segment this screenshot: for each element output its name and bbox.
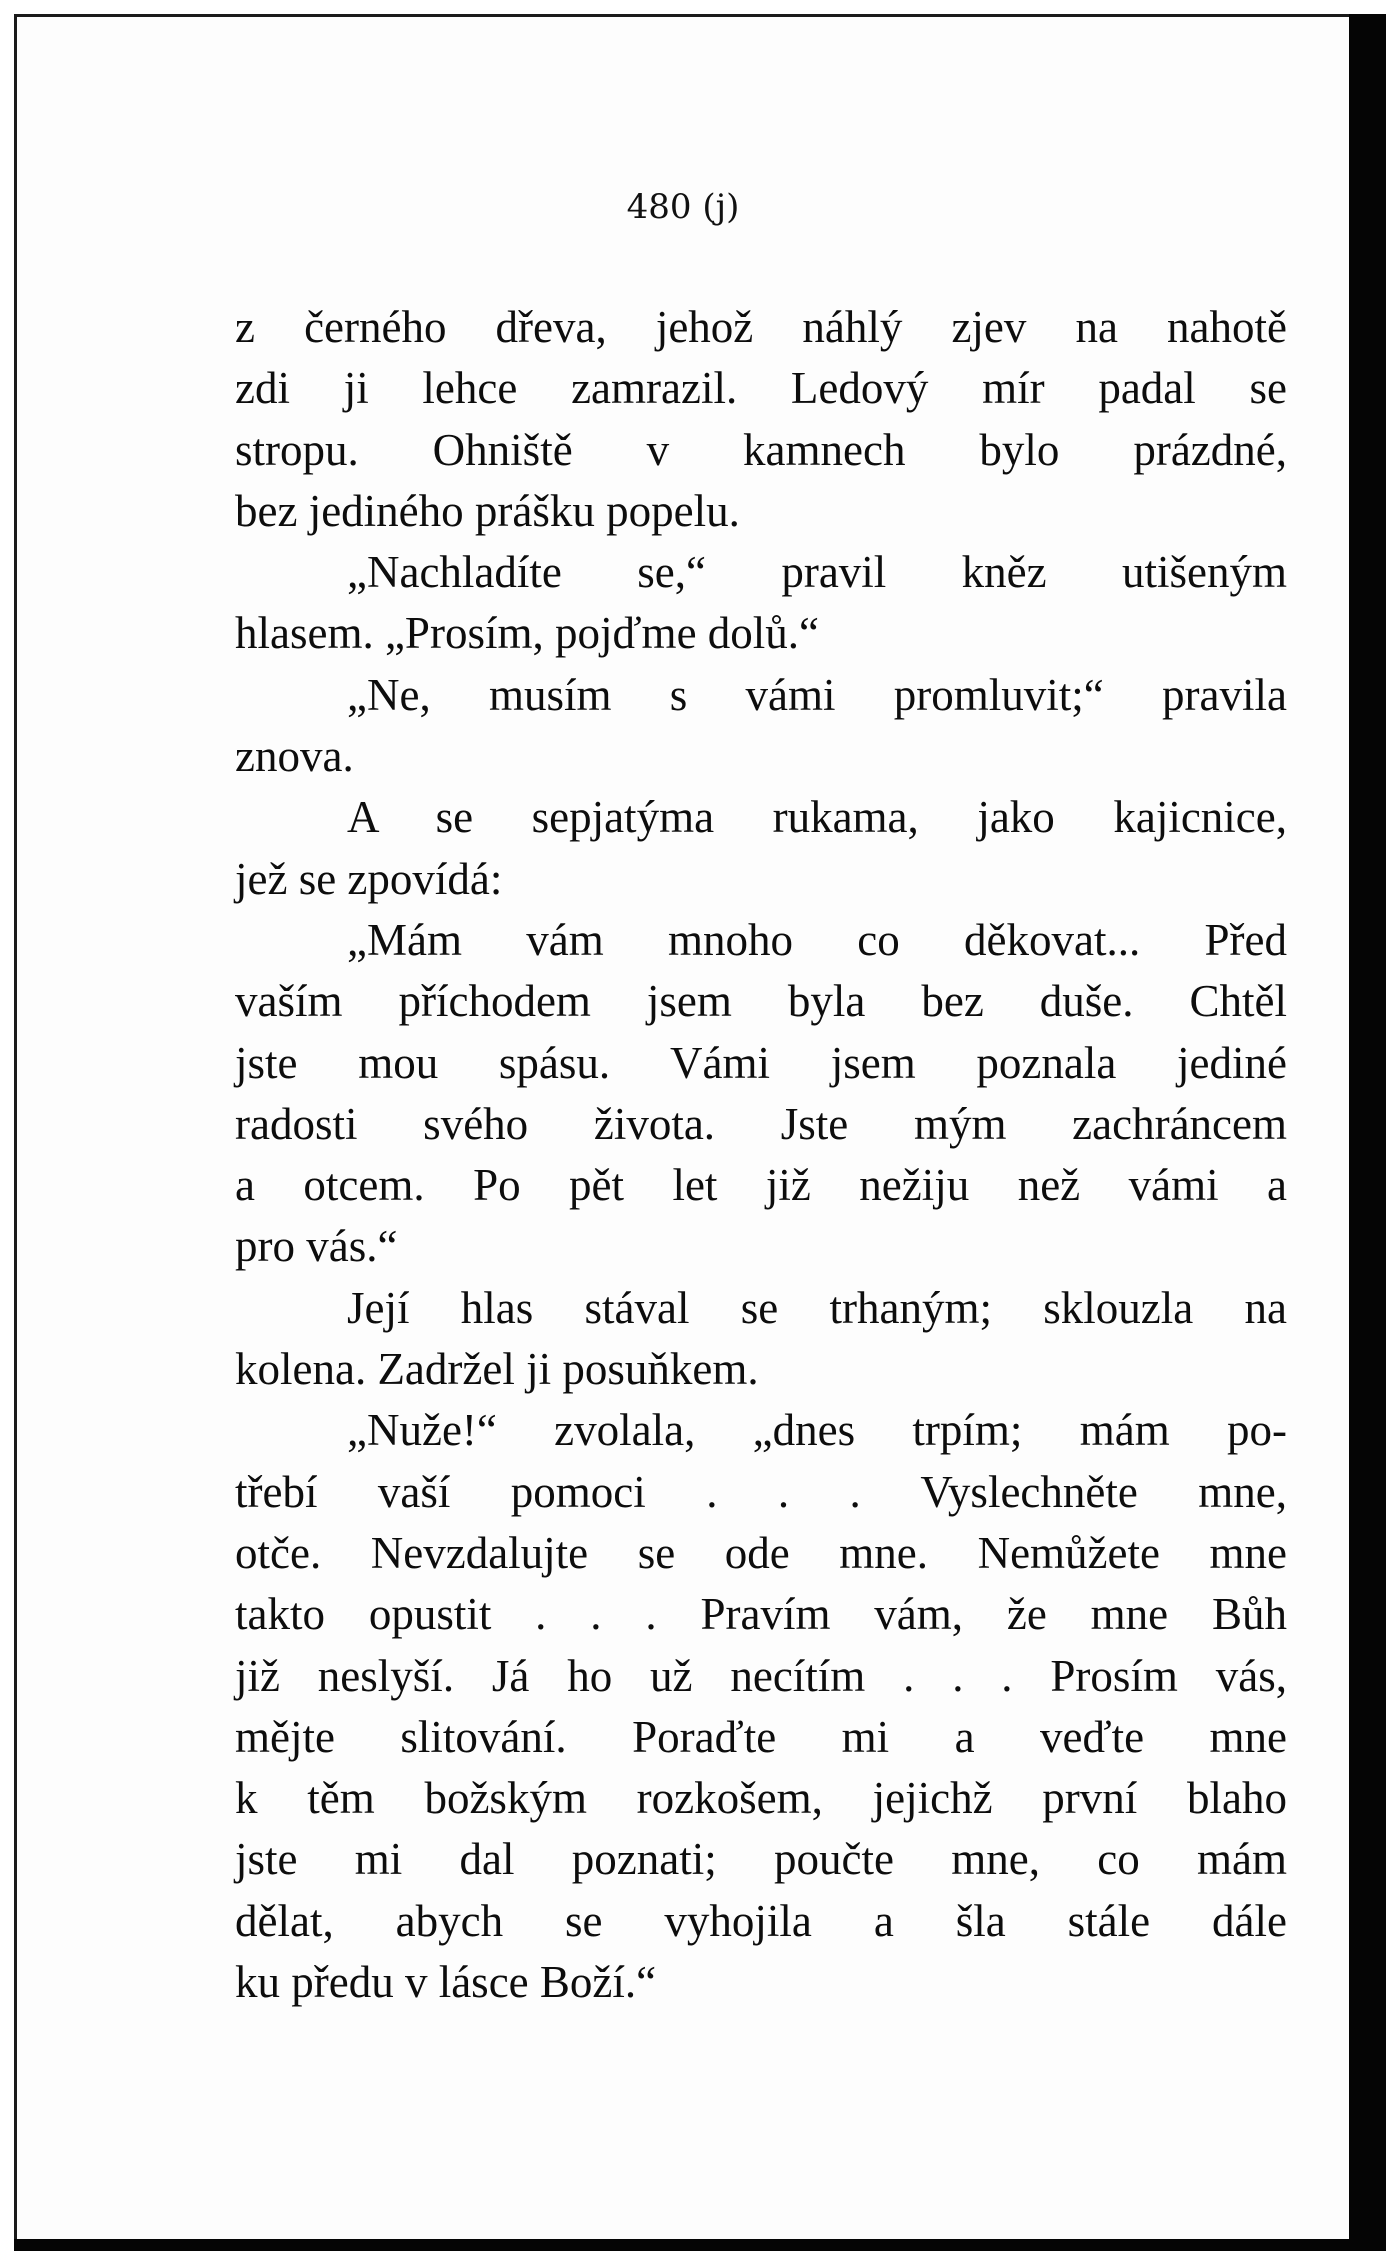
body-text: [235, 297, 1287, 2013]
text-line: třebí vaší pomoci . . . Vyslechněte mne,: [235, 1466, 1287, 1517]
text-line: vaším příchodem jsem byla bez duše. Chtěl: [235, 976, 1287, 1027]
text-line: „Mám vám mnoho co děkovat... Před: [347, 914, 1287, 965]
text-line: mějte slitování. Poraďte mi a veďte mne: [235, 1711, 1287, 1762]
text-line: pro vás.“: [235, 1221, 398, 1272]
scan-edge-bottom: [14, 2239, 1386, 2251]
text-line: znova.: [235, 731, 354, 782]
text-line: takto opustit . . . Pravím vám, že mne Bůh: [235, 1589, 1287, 1640]
text-line: dělat, abych se vyhojila a šla stále dále: [235, 1895, 1287, 1946]
text-line: Její hlas stával se trhaným; sklouzla na: [347, 1282, 1287, 1333]
text-line: stropu. Ohniště v kamnech bylo prázdné,: [235, 424, 1287, 475]
text-line: jste mou spásu. Vámi jsem poznala jediné: [235, 1037, 1287, 1088]
text-line: z černého dřeva, jehož náhlý zjev na nahotě: [235, 302, 1287, 352]
book-page: [14, 14, 1349, 2239]
text-line: A se sepjatýma rukama, jako kajicnice,: [347, 792, 1287, 843]
text-line: k těm božským rozkošem, jejichž první blaho: [235, 1773, 1287, 1824]
text-line: „Ne, musím s vámi promluvit;“ pravila: [347, 669, 1287, 720]
text-line: již neslyší. Já ho už necítím . . . Prosím vás,: [235, 1650, 1287, 1701]
text-line: „Nuže!“ zvolala, „dnes trpím; mám po-: [347, 1405, 1287, 1456]
text-line: hlasem. „Prosím, pojďme dolů.“: [235, 608, 820, 659]
scan-edge-right: [1349, 14, 1386, 2251]
text-line: a otcem. Po pět let již nežiju než vámi a: [235, 1160, 1287, 1211]
text-line: bez jediného prášku popelu.: [235, 485, 740, 536]
text-line: radosti svého života. Jste mým zachráncem: [235, 1098, 1287, 1149]
text-line: jež se zpovídá:: [235, 853, 503, 904]
page-number: 480 (j): [626, 187, 740, 227]
text-line: kolena. Zadržel ji posuňkem.: [235, 1344, 759, 1395]
text-line: ku předu v lásce Boží.“: [235, 1957, 657, 2008]
text-line: jste mi dal poznati; poučte mne, co mám: [235, 1834, 1287, 1885]
text-line: otče. Nevzdalujte se ode mne. Nemůžete mne: [235, 1527, 1287, 1578]
text-line: zdi ji lehce zamrazil. Ledový mír padal se: [235, 363, 1287, 414]
text-line: „Nachladíte se,“ pravil kněz utišeným: [347, 547, 1287, 598]
